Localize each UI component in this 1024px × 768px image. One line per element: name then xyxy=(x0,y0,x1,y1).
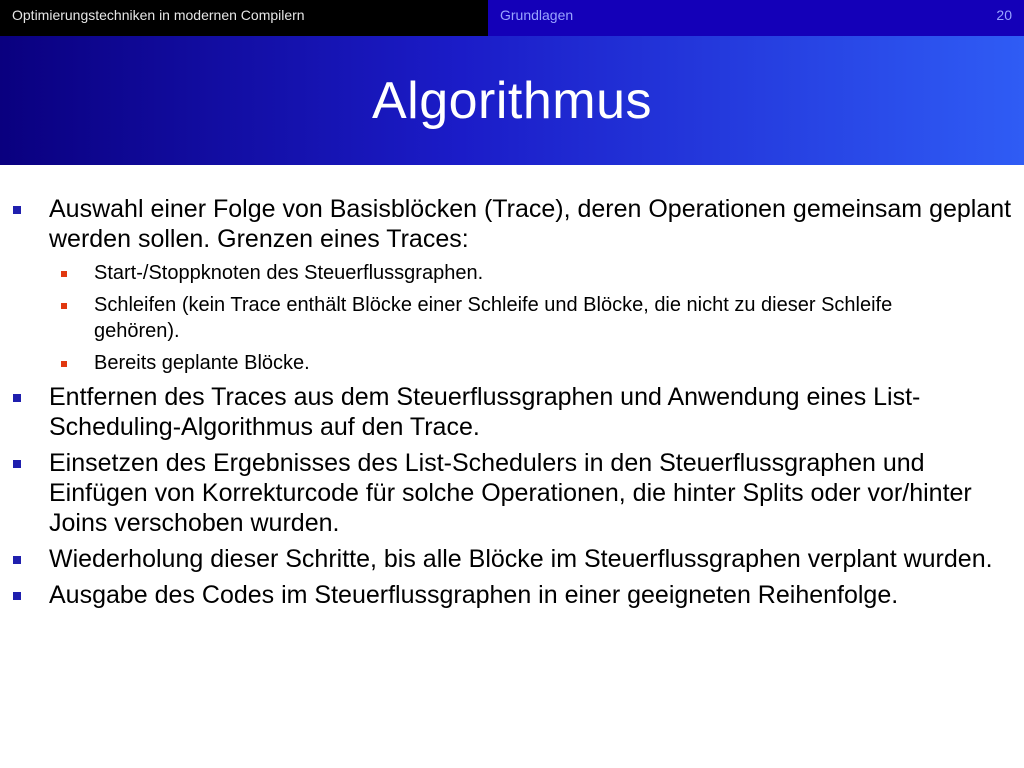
section-name: Grundlagen xyxy=(500,7,574,23)
small-square-bullet-icon xyxy=(61,271,67,277)
sub-bullet-text: Start-/Stoppknoten des Steuerflussgraphen. xyxy=(94,262,484,284)
bullet-item xyxy=(0,448,1024,538)
square-bullet-icon xyxy=(13,206,21,214)
page-number: 20 xyxy=(996,7,1012,23)
bullet-item xyxy=(0,194,1024,254)
slide-header-bar xyxy=(0,0,1024,36)
small-square-bullet-icon xyxy=(61,361,67,367)
square-bullet-icon xyxy=(13,556,21,564)
sub-bullet-text: Schleifen (kein Trace enthält Blöcke einer Schleife und Blöcke, die nicht zu dieser Schleife gehören). xyxy=(94,294,893,342)
bullet-text: Entfernen des Traces aus dem Steuerflussgraphen und Anwendung eines List-Scheduling-Algorithmus auf den Trace. xyxy=(49,383,921,441)
sub-bullet-item xyxy=(0,292,1024,344)
sub-bullet-text: Bereits geplante Blöcke. xyxy=(94,352,310,374)
course-title: Optimierungstechniken in modernen Compilern xyxy=(0,0,488,36)
square-bullet-icon xyxy=(13,592,21,600)
bullet-item xyxy=(0,580,1024,610)
bullet-text: Einsetzen des Ergebnisses des List-Schedulers in den Steuerflussgraphen und Einfügen von Korrekturcode für solche Operationen, die hinter Splits oder vor/hinter Joins verschoben wurden. xyxy=(49,449,972,537)
sub-bullet-item xyxy=(0,350,1024,376)
header-right xyxy=(488,0,1024,36)
bullet-item xyxy=(0,382,1024,442)
slide-title: Algorithmus xyxy=(371,71,653,130)
bullet-text: Wiederholung dieser Schritte, bis alle Blöcke im Steuerflussgraphen verplant wurden. xyxy=(49,545,993,573)
small-square-bullet-icon xyxy=(61,303,67,309)
bullet-text: Ausgabe des Codes im Steuerflussgraphen in einer geeigneten Reihenfolge. xyxy=(49,581,899,609)
square-bullet-icon xyxy=(13,394,21,402)
sub-bullet-item xyxy=(0,260,1024,286)
title-banner xyxy=(0,36,1024,165)
slide-content xyxy=(0,194,1024,616)
bullet-item xyxy=(0,544,1024,574)
bullet-text: Auswahl einer Folge von Basisblöcken (Trace), deren Operationen gemeinsam geplant werden sollen. Grenzen eines Traces: xyxy=(49,195,1012,253)
square-bullet-icon xyxy=(13,460,21,468)
